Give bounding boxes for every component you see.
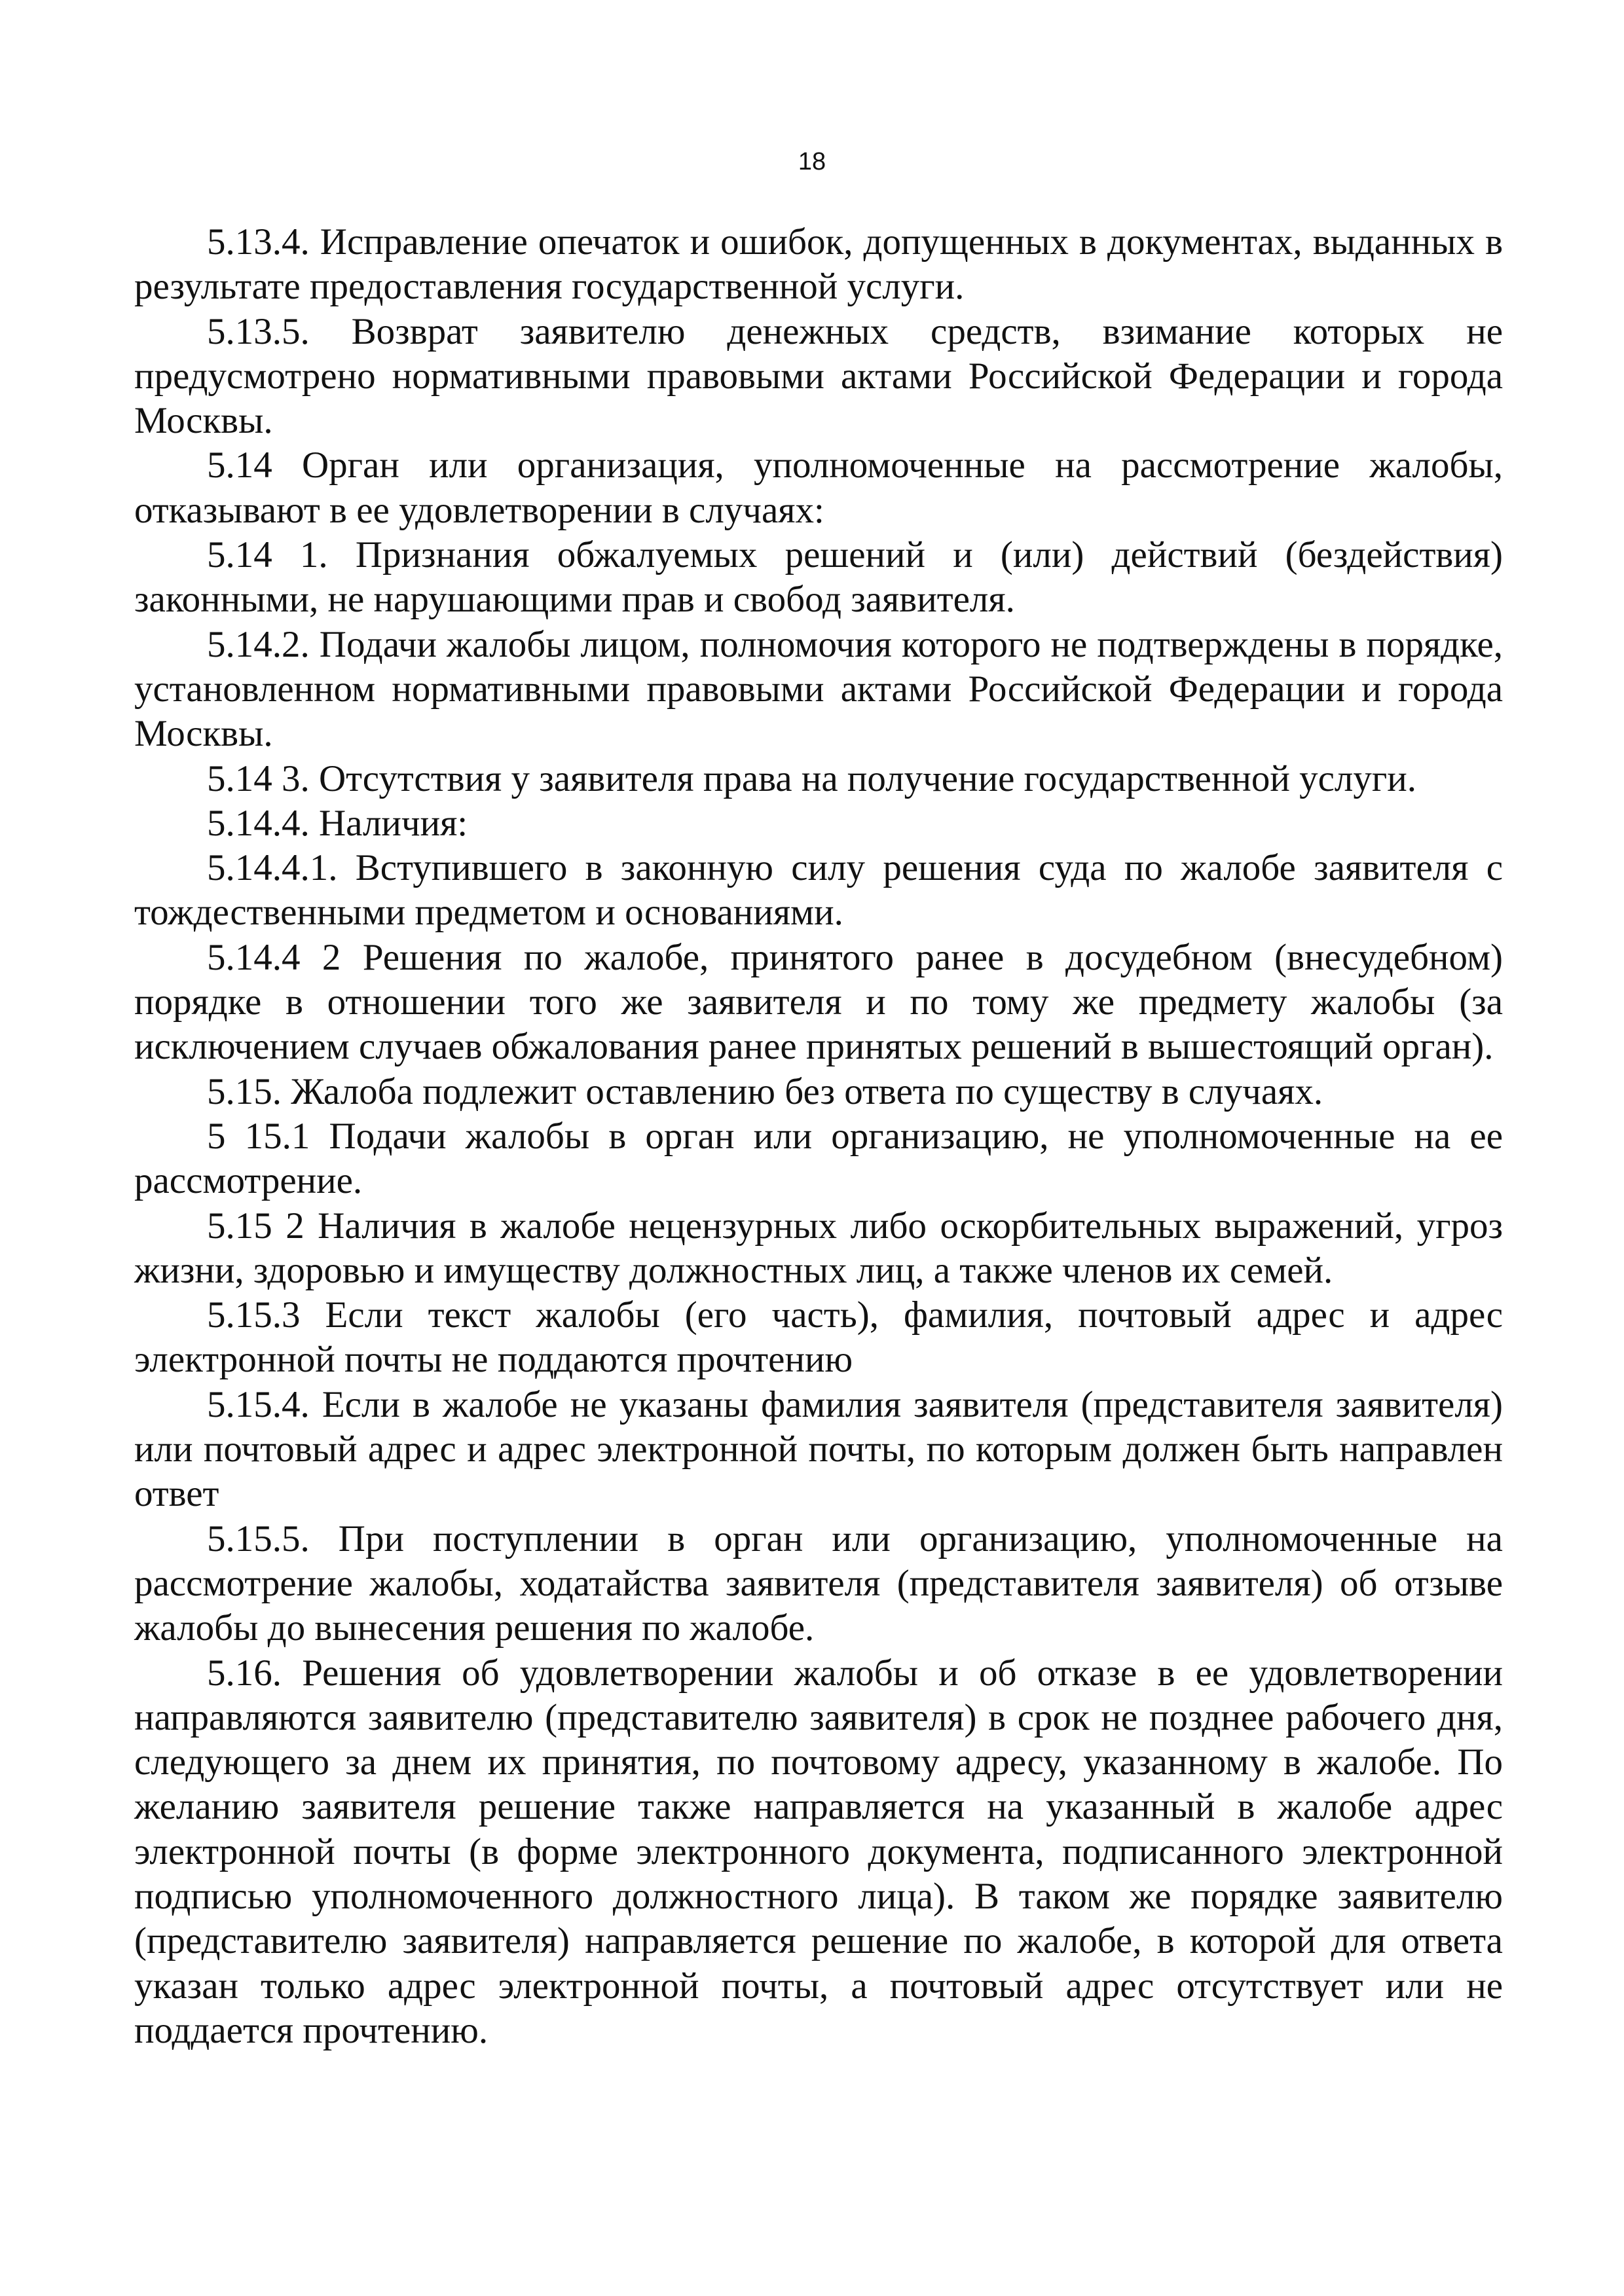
paragraph-5-14-4-2: 5.14.4 2 Решения по жалобе, принятого ранее в досудебном (внесудебном) порядке в отношении того же заявителя и по тому же предмету жалобы (за исключением случаев обжалования ранее принятых решений в вышестоящий орган).: [134, 936, 1503, 1068]
paragraph-5-14-4-1: 5.14.4.1. Вступившего в законную силу решения суда по жалобе заявителя с тождественными предметом и основаниями.: [134, 847, 1503, 934]
paragraph-5-14-2: 5.14.2. Подачи жалобы лицом, полномочия которого не подтверждены в порядке, установленном нормативными правовыми актами Российской Федерации и города Москвы.: [134, 623, 1503, 755]
paragraph-5-14-1: 5.14 1. Признания обжалуемых решений и (или) действий (бездействия) законными, не нарушающими прав и свобод заявителя.: [134, 534, 1503, 621]
paragraph-5-14-4: 5.14.4. Наличия:: [207, 802, 468, 844]
paragraph-5-15-4: 5.15.4. Если в жалобе не указаны фамилия заявителя (представителя заявителя) или почтовый адрес и адрес электронной почты, по которым должен быть направлен ответ: [134, 1383, 1503, 1515]
paragraph-5-13-5: 5.13.5. Возврат заявителю денежных средств, взимание которых не предусмотрено нормативными правовыми актами Российской Федерации и города Москвы.: [134, 310, 1503, 442]
page-number: 18: [798, 148, 826, 175]
paragraph-5-15-3: 5.15.3 Если текст жалобы (его часть), фамилия, почтовый адрес и адрес электронной почты не поддаются прочтению: [134, 1294, 1503, 1381]
paragraph-5-15-5: 5.15.5. При поступлении в орган или организацию, уполномоченные на рассмотрение жалобы, ходатайства заявителя (представителя заявителя) об отзыве жалобы до вынесения решения по жалобе.: [134, 1518, 1503, 1649]
paragraph-5-14-3: 5.14 3. Отсутствия у заявителя права на получение государственной услуги.: [207, 757, 1416, 799]
paragraph-5-14: 5.14 Орган или организация, уполномоченные на рассмотрение жалобы, отказывают в ее удовлетворении в случаях:: [134, 445, 1503, 531]
paragraph-5-15-2: 5.15 2 Наличия в жалобе нецензурных либо оскорбительных выражений, угроз жизни, здоровью и имуществу должностных лиц, а также членов их семей.: [134, 1205, 1503, 1291]
document-body: [134, 220, 1503, 2053]
paragraph-5-16: 5.16. Решения об удовлетворении жалобы и об отказе в ее удовлетворении направляются заявителю (представителю заявителя) в срок не позднее рабочего дня, следующего за днем их принятия, по почтовому адресу, указанному в жалобе. По желанию заявителя решение также направляется на указанный в жалобе адрес электронной почты (в форме электронного документа, подписанного электронной подписью уполномоченного должностного лица). В таком же порядке заявителю (представителю заявителя) направляется решение по жалобе, в которой для ответа указан только адрес электронной почты, а почтовый адрес отсутствует или не поддается прочтению.: [134, 1652, 1503, 2051]
paragraph-5-13-4: 5.13.4. Исправление опечаток и ошибок, допущенных в документах, выданных в результате предоставления государственной услуги.: [134, 221, 1503, 308]
paragraph-5-15-1: 5 15.1 Подачи жалобы в орган или организацию, не уполномоченные на ее рассмотрение.: [134, 1115, 1503, 1202]
paragraph-5-15: 5.15. Жалоба подлежит оставлению без ответа по существу в случаях.: [207, 1070, 1323, 1112]
